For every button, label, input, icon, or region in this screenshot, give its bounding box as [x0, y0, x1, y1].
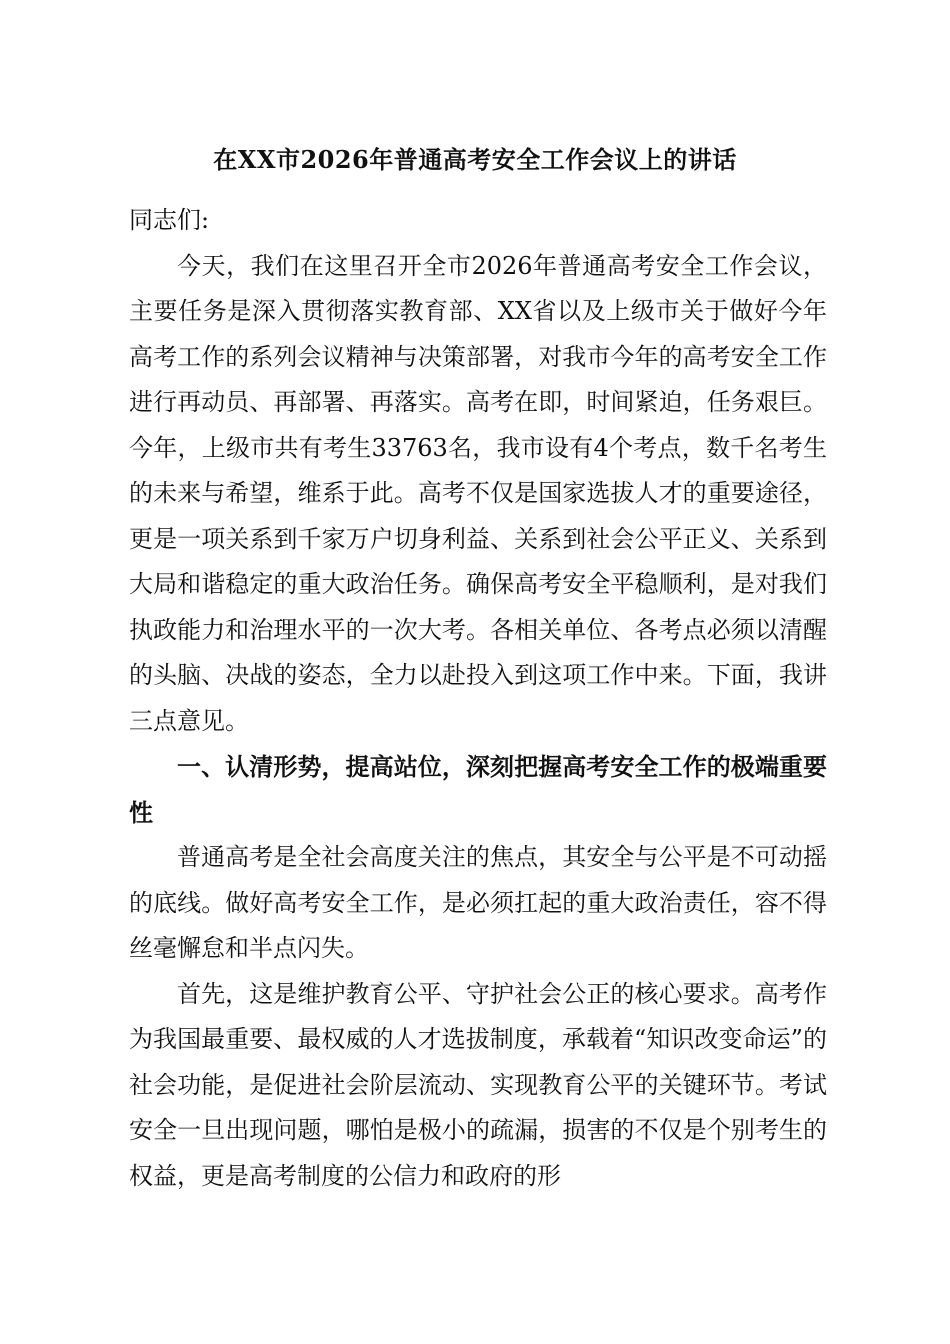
section-paragraph: 普通高考是全社会高度关注的焦点，其安全与公平是不可动摇的底线。做好高考安全工作，是必须扛起的重大政治责任，容不得丝毫懈怠和半点闪失。: [129, 843, 827, 962]
section-heading: 一、认清形势，提高站位，深刻把握高考安全工作的极端重要性: [129, 752, 827, 827]
salutation: 同志们:: [129, 206, 210, 234]
document-body: [129, 198, 827, 1199]
section-paragraph: 首先，这是维护教育公平、守护社会公正的核心要求。高考作为我国最重要、最权威的人才选拔制度，承载着“知识改变命运”的社会功能，是促进社会阶层流动、实现教育公平的关键环节。考试安全一旦出现问题，哪怕是极小的疏漏，损害的不仅是个别考生的权益，更是高考制度的公信力和政府的形: [129, 979, 827, 1190]
intro-paragraph: 今天，我们在这里召开全市2026年普通高考安全工作会议，主要任务是深入贯彻落实教育部、XX省以及上级市关于做好今年高考工作的系列会议精神与决策部署，对我市今年的高考安全工作进行再动员、再部署、再落实。高考在即，时间紧迫，任务艰巨。今年，上级市共有考生33763名，我市设有4个考点，数千名考生的未来与希望，维系于此。高考不仅是国家选拔人才的重要途径，更是一项关系到千家万户切身利益、关系到社会公平正义、关系到大局和谐稳定的重大政治任务。确保高考安全平稳顺利，是对我们执政能力和治理水平的一次大考。各相关单位、各考点必须以清醒的头脑、决战的姿态，全力以赴投入到这项工作中来。下面，我讲三点意见。: [129, 251, 827, 735]
document-title: 在XX市2026年普通高考安全工作会议上的讲话: [213, 145, 737, 174]
